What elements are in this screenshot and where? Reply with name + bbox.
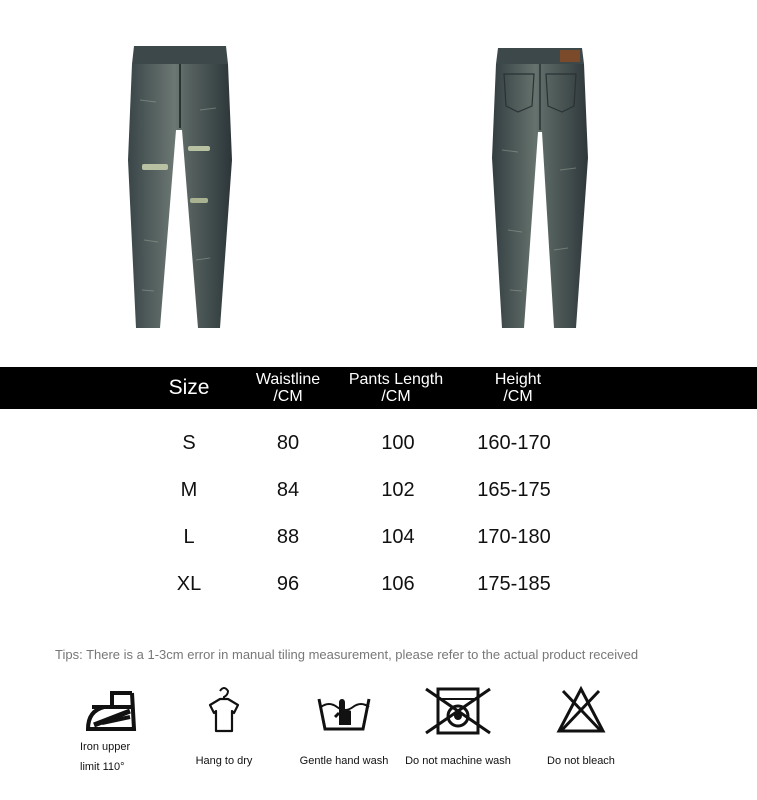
jeans-back-image	[480, 40, 600, 330]
care-iron-label-2: limit 110°	[80, 761, 125, 773]
hand-wash-icon	[315, 685, 373, 737]
cell-waistline: 84	[276, 479, 300, 501]
table-row	[0, 514, 757, 561]
cell-pants-length: 104	[381, 526, 415, 548]
care-iron-label-1: Iron upper	[80, 741, 131, 753]
table-row	[0, 467, 757, 514]
header-size: Size	[168, 376, 210, 399]
care-no-machine-wash-label: Do not machine wash	[405, 755, 511, 767]
no-bleach-icon	[555, 685, 607, 737]
care-hang-label: Hang to dry	[195, 755, 253, 767]
header-height-unit: /CM	[503, 388, 533, 405]
care-no-bleach-label: Do not bleach	[547, 755, 615, 767]
table-row	[0, 420, 757, 467]
care-hand-wash-label: Gentle hand wash	[299, 755, 389, 767]
measurement-tip: Tips: There is a 1-3cm error in manual tiling measurement, please refer to the actual product received	[55, 647, 639, 662]
jeans-front-image	[120, 40, 240, 330]
care-hang	[188, 685, 260, 771]
cell-waistline: 88	[276, 526, 300, 548]
header-waistline-unit: /CM	[273, 388, 303, 405]
care-no-bleach	[536, 685, 626, 771]
cell-height: 175-185	[477, 573, 551, 595]
cell-height: 165-175	[477, 479, 551, 501]
header-waistline	[238, 371, 338, 405]
cell-waistline: 80	[276, 432, 300, 454]
header-height-label: Height	[494, 371, 542, 388]
table-row	[0, 561, 757, 608]
cell-pants-length: 100	[381, 432, 415, 454]
no-machine-wash-icon	[424, 685, 492, 737]
cell-waistline: 96	[276, 573, 300, 595]
header-waistline-label: Waistline	[255, 371, 321, 388]
size-table-header	[0, 367, 757, 409]
cell-pants-length: 106	[381, 573, 415, 595]
header-pants-length-label: Pants Length	[348, 371, 444, 388]
care-instructions	[0, 685, 757, 800]
header-height	[468, 371, 568, 405]
header-pants-length-unit: /CM	[381, 388, 411, 405]
cell-pants-length: 102	[381, 479, 415, 501]
cell-size: S	[182, 432, 196, 454]
iron-icon	[82, 685, 142, 737]
care-iron	[80, 685, 144, 777]
cell-size: L	[183, 526, 195, 548]
care-hand-wash	[292, 685, 396, 771]
cell-size: M	[180, 479, 198, 501]
cell-height: 160-170	[477, 432, 551, 454]
cell-height: 170-180	[477, 526, 551, 548]
hanger-shirt-icon	[202, 685, 246, 737]
product-photos	[0, 0, 757, 365]
cell-size: XL	[176, 573, 202, 595]
care-no-machine-wash	[396, 685, 520, 771]
header-pants-length	[336, 371, 456, 405]
